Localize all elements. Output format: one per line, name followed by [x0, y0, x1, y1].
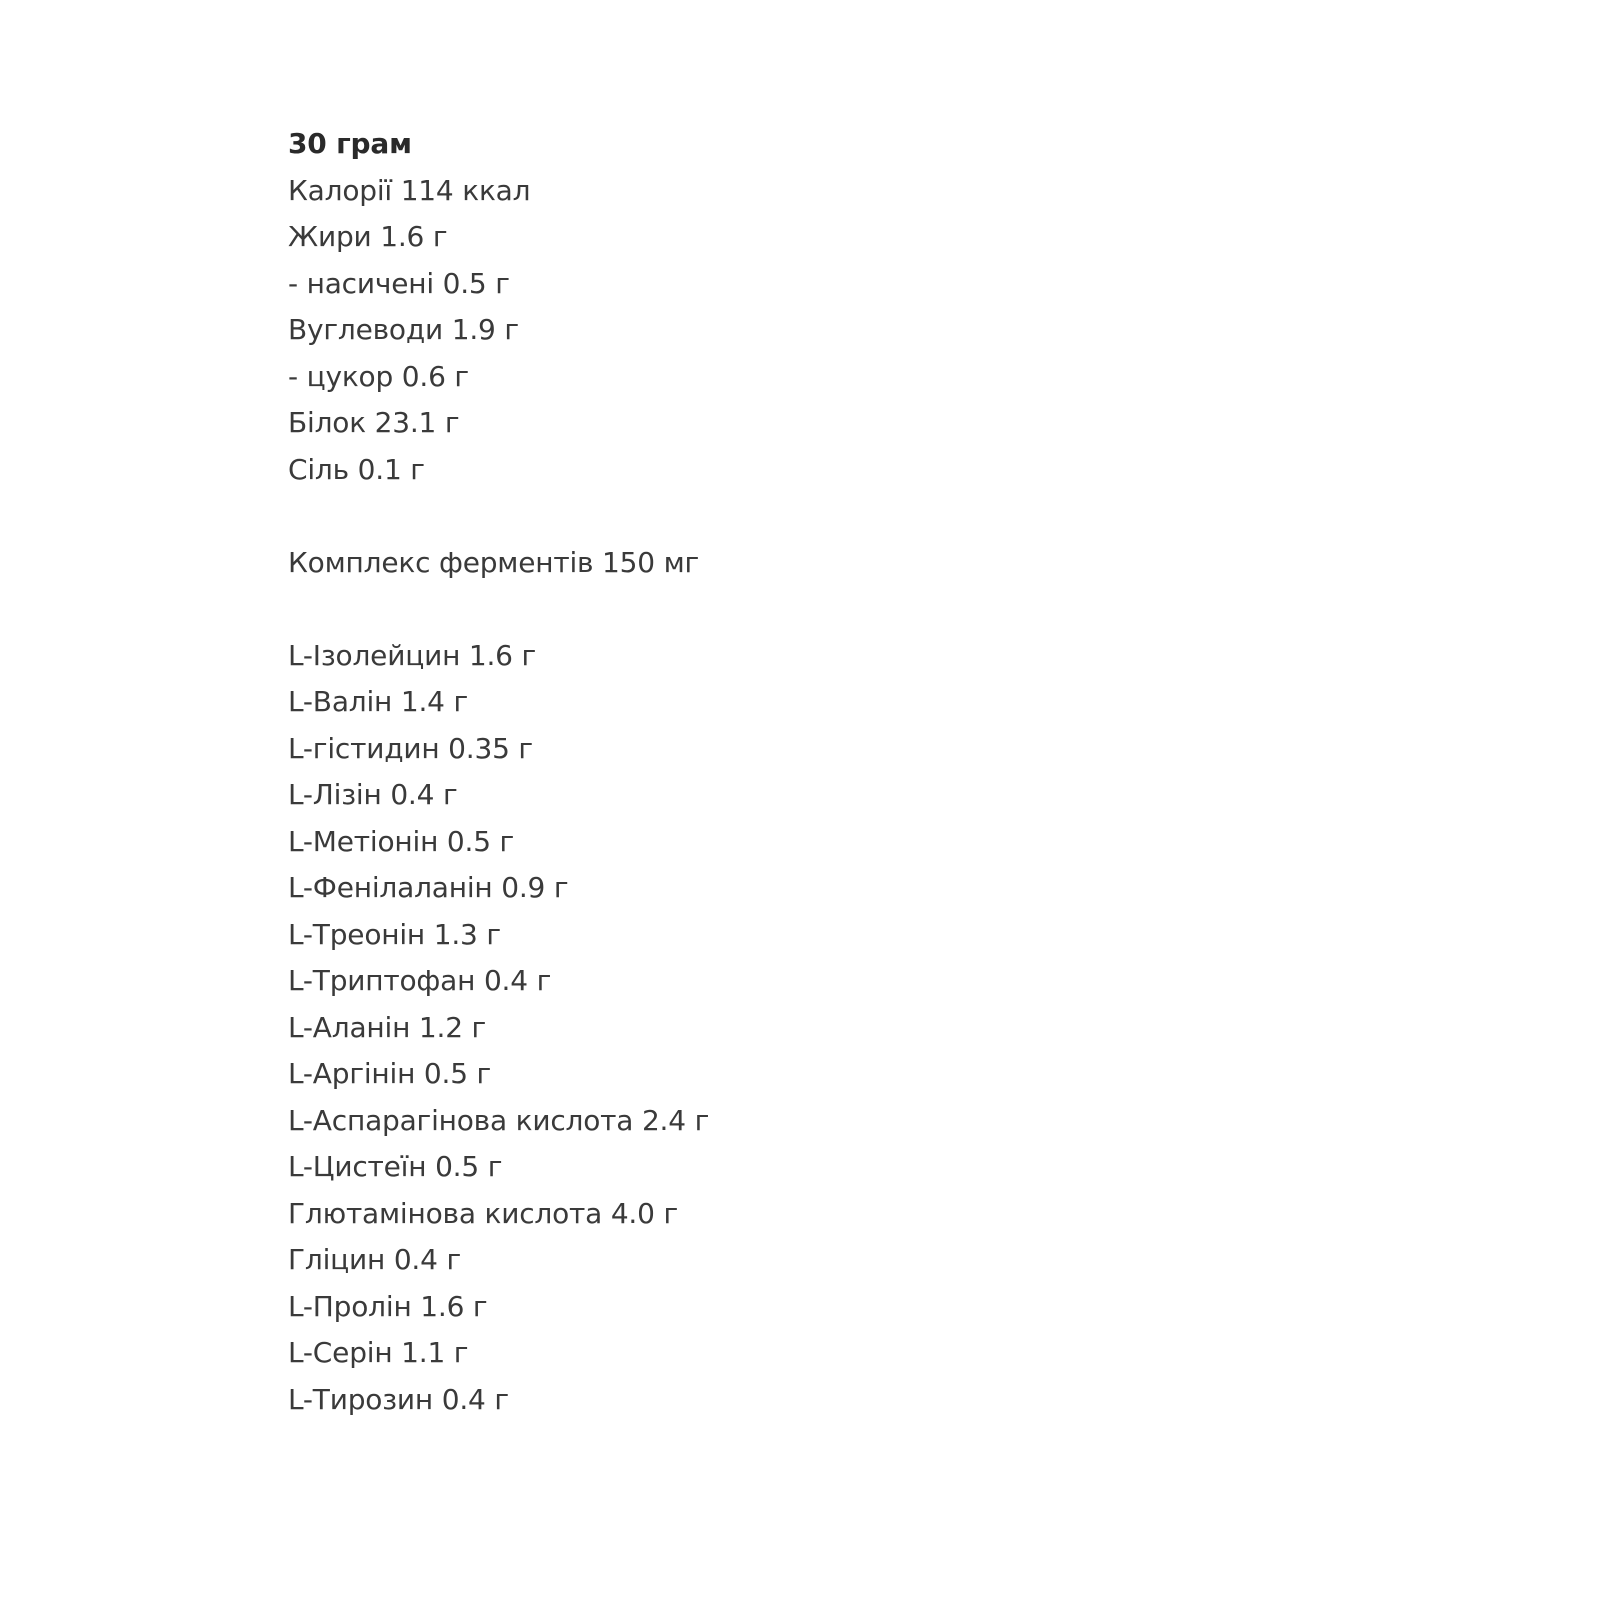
amino-acid-item: L-Серін 1.1 г — [288, 1336, 469, 1369]
amino-acid-item: L-Тирозин 0.4 г — [288, 1382, 509, 1416]
amino-acid-item: L-Лізін 0.4 г — [288, 778, 458, 811]
nutrition-item-salt: Сіль 0.1 г — [288, 452, 425, 486]
nutrition-item-protein: Білок 23.1 г — [288, 406, 460, 439]
amino-acid-item: L-Аргінін 0.5 г — [288, 1057, 492, 1090]
enzymes-line: Комплекс ферментів 150 мг — [288, 545, 700, 579]
amino-acid-item: L-Цистеїн 0.5 г — [288, 1150, 503, 1183]
amino-acid-item: Глютамінова кислота 4.0 г — [288, 1196, 678, 1230]
nutrition-item-sugar: - цукор 0.6 г — [288, 359, 469, 393]
amino-acid-item: L-Валін 1.4 г — [288, 685, 469, 718]
amino-acid-item: L-Метіонін 0.5 г — [288, 824, 515, 858]
spacer — [288, 493, 1188, 540]
spacer — [288, 586, 1188, 633]
amino-acid-item: L-Триптофан 0.4 г — [288, 964, 552, 997]
amino-acid-item: L-Пролін 1.6 г — [288, 1289, 488, 1323]
nutrition-item-calories: Калорії 114 ккал — [288, 173, 531, 207]
serving-heading: 30 грам — [288, 127, 412, 160]
amino-acid-item: L-Фенілаланін 0.9 г — [288, 871, 569, 904]
nutrition-item-saturated: - насичені 0.5 г — [288, 266, 510, 300]
amino-acid-item: L-Треонін 1.3 г — [288, 917, 501, 951]
amino-acid-item: L-Аспарагінова кислота 2.4 г — [288, 1103, 710, 1137]
nutrition-item-fats: Жири 1.6 г — [288, 220, 448, 253]
amino-acid-item: L-Аланін 1.2 г — [288, 1010, 487, 1044]
nutrition-facts — [288, 121, 1188, 1423]
nutrition-item-carbs: Вуглеводи 1.9 г — [288, 313, 519, 346]
nutrition-list — [288, 168, 1188, 494]
amino-acid-item: L-Ізолейцин 1.6 г — [288, 638, 537, 672]
amino-acid-item: Гліцин 0.4 г — [288, 1243, 461, 1276]
amino-acid-item: L-гістидин 0.35 г — [288, 731, 533, 765]
amino-acid-list — [288, 633, 1188, 1424]
